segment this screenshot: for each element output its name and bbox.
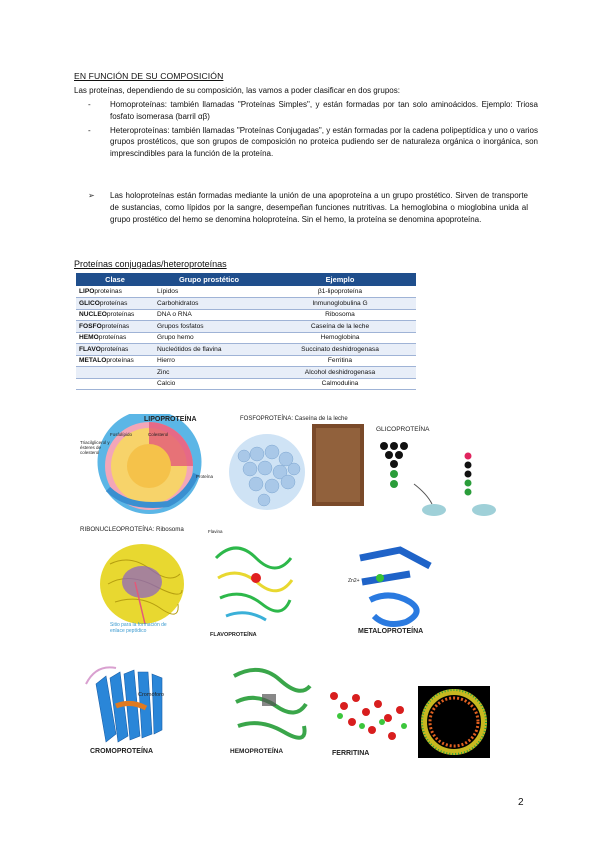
lipoprotein-label-cholesterol: Colesterol — [148, 432, 169, 437]
holoprotein-text: Las holoproteínas están formadas mediante la unión de una apoproteína a un grupo prostético. Sirven de transporte de sustancias, como lípidos por la sangre, desempeñan funciones nutritivas. La hemoglobina o mioglobina unida al grupo prostético del hemo se denomina holoproteína. Sin el hemo, la proteína se denomina apoproteína. — [110, 191, 528, 224]
bullet-text-homoproteins: Homoproteínas: también llamadas "Proteínas Simples", y están formadas por tan solo aminoácidos. Ejemplo: Triosa fosfato isomerasa (barril αβ) — [110, 100, 538, 121]
cell-clase — [76, 367, 154, 379]
cell-clase: GLICOproteínas — [76, 298, 154, 310]
metalloprotein-illustration — [340, 538, 448, 642]
flavoprotein-illustration — [206, 528, 302, 640]
metalloprotein-figure — [340, 538, 448, 642]
header-clase: Clase — [76, 273, 154, 286]
table-row — [76, 332, 416, 344]
cell-ejemplo: Calmodulina — [264, 378, 416, 390]
chromoprotein-figure — [76, 654, 180, 762]
cell-grupo: Calcio — [154, 378, 264, 390]
cell-clase: FOSFOproteínas — [76, 321, 154, 333]
table-row — [76, 309, 416, 321]
header-grupo: Grupo prostético — [154, 273, 264, 286]
cell-grupo: Carbohidratos — [154, 298, 264, 310]
lipoprotein-illustration — [78, 414, 220, 524]
table-header-row — [76, 273, 416, 286]
table-row — [76, 321, 416, 333]
cell-clase — [76, 378, 154, 390]
hemoprotein-illustration — [220, 656, 320, 760]
arrow-bullet-icon: ➢ — [88, 191, 95, 200]
phosphoprotein-title: FOSFOPROTEÍNA: Caseína de la leche — [240, 416, 348, 422]
glycoprotein-figure — [372, 424, 500, 520]
table-row — [76, 378, 416, 390]
section-heading: EN FUNCIÓN DE SU COMPOSICIÓN — [74, 71, 224, 81]
cell-clase: FLAVOproteínas — [76, 344, 154, 356]
glycoprotein-illustration — [372, 424, 500, 520]
ribonucleoprotein-figure — [80, 524, 220, 644]
conjugated-proteins-table — [76, 273, 416, 390]
ribonucleoprotein-title: RIBONUCLEOPROTEÍNA: Ribosoma — [80, 526, 184, 533]
chromoprotein-label-chromophore: Cromóforo — [138, 692, 164, 698]
flavoprotein-title: FLAVOPROTEÍNA — [210, 632, 257, 638]
bullet-dash: - — [88, 100, 91, 109]
table-heading: Proteínas conjugadas/heteroproteínas — [74, 259, 227, 269]
lipoprotein-label-tag: Triacilglicerol y ésteres de colesterol — [80, 440, 110, 455]
cell-ejemplo: Ferritina — [264, 355, 416, 367]
intro-text: Las proteínas, dependiendo de su composición, las vamos a poder clasificar en dos grupos: — [74, 86, 400, 95]
table-row — [76, 286, 416, 298]
header-ejemplo: Ejemplo — [264, 273, 416, 286]
cell-grupo: Grupo hemo — [154, 332, 264, 344]
cell-ejemplo: Inmunoglobulina G — [264, 298, 416, 310]
lipoprotein-label-phospholipid: Fosfolípido — [110, 432, 133, 437]
cell-clase: HEMOproteínas — [76, 332, 154, 344]
cell-ejemplo: Hemoglobina — [264, 332, 416, 344]
chromoprotein-illustration — [76, 654, 180, 762]
cell-ejemplo: β1-lipoproteína — [264, 286, 416, 298]
bullet-text-heteroproteins: Heteroproteínas: también llamadas "Proteínas Conjugadas", y están formadas por la cadena polipeptídica y uno o varios grupos prostéticos, que son grupos de composición no proteica pudiendo ser de naturaleza orgánica o inorgánica, son imprescindibles para la función de la proteína. — [110, 125, 538, 159]
metalloprotein-label-zinc: Zn2+ — [348, 578, 360, 584]
ferritin-title: FERRITINA — [332, 750, 370, 757]
table-row — [76, 367, 416, 379]
table-row — [76, 344, 416, 356]
bullet-dash: - — [88, 125, 91, 135]
bullet-list — [88, 99, 538, 162]
chromoprotein-title: CROMOPROTEÍNA — [90, 748, 153, 755]
cell-clase: NUCLEOproteínas — [76, 309, 154, 321]
cell-grupo: Hierro — [154, 355, 264, 367]
flavoprotein-label-flavin: Flavina — [208, 529, 223, 534]
phosphoprotein-figure — [222, 414, 368, 522]
list-item — [88, 125, 538, 160]
casein-micelle-illustration — [222, 414, 368, 522]
ferritin-figure — [322, 686, 418, 762]
cell-ejemplo: Ribosoma — [264, 309, 416, 321]
ribosome-caption: Sitio para la formación de enlace peptídico — [110, 622, 167, 634]
ferritin-shell-illustration — [418, 686, 490, 758]
holoprotein-paragraph — [88, 190, 528, 225]
hemoprotein-title: HEMOPROTEÍNA — [230, 748, 284, 755]
table-row — [76, 298, 416, 310]
hemoprotein-figure — [220, 656, 320, 760]
cell-grupo: Nucleótidos de flavina — [154, 344, 264, 356]
table-row — [76, 355, 416, 367]
cell-clase: LIPOproteínas — [76, 286, 154, 298]
glycoprotein-title: GLICOPROTEÍNA — [376, 426, 430, 433]
page-number: 2 — [518, 797, 524, 808]
cell-grupo: Grupos fosfatos — [154, 321, 264, 333]
cell-grupo: Zinc — [154, 367, 264, 379]
cell-ejemplo: Succinato deshidrogenasa — [264, 344, 416, 356]
cell-clase: METALOproteínas — [76, 355, 154, 367]
lipoprotein-label-protein: Proteína — [196, 474, 214, 479]
lipoprotein-figure — [78, 414, 220, 524]
metalloprotein-title: METALOPROTEÍNA — [358, 628, 424, 635]
cell-ejemplo: Alcohol deshidrogenasa — [264, 367, 416, 379]
cell-grupo: Lípidos — [154, 286, 264, 298]
flavoprotein-figure — [206, 528, 302, 640]
list-item — [88, 99, 538, 123]
lipoprotein-title: LIPOPROTEÍNA — [144, 416, 197, 423]
cell-grupo: DNA o RNA — [154, 309, 264, 321]
ferritin-illustration — [322, 686, 418, 752]
cell-ejemplo: Caseína de la leche — [264, 321, 416, 333]
ferritin-shell-figure — [418, 686, 490, 758]
